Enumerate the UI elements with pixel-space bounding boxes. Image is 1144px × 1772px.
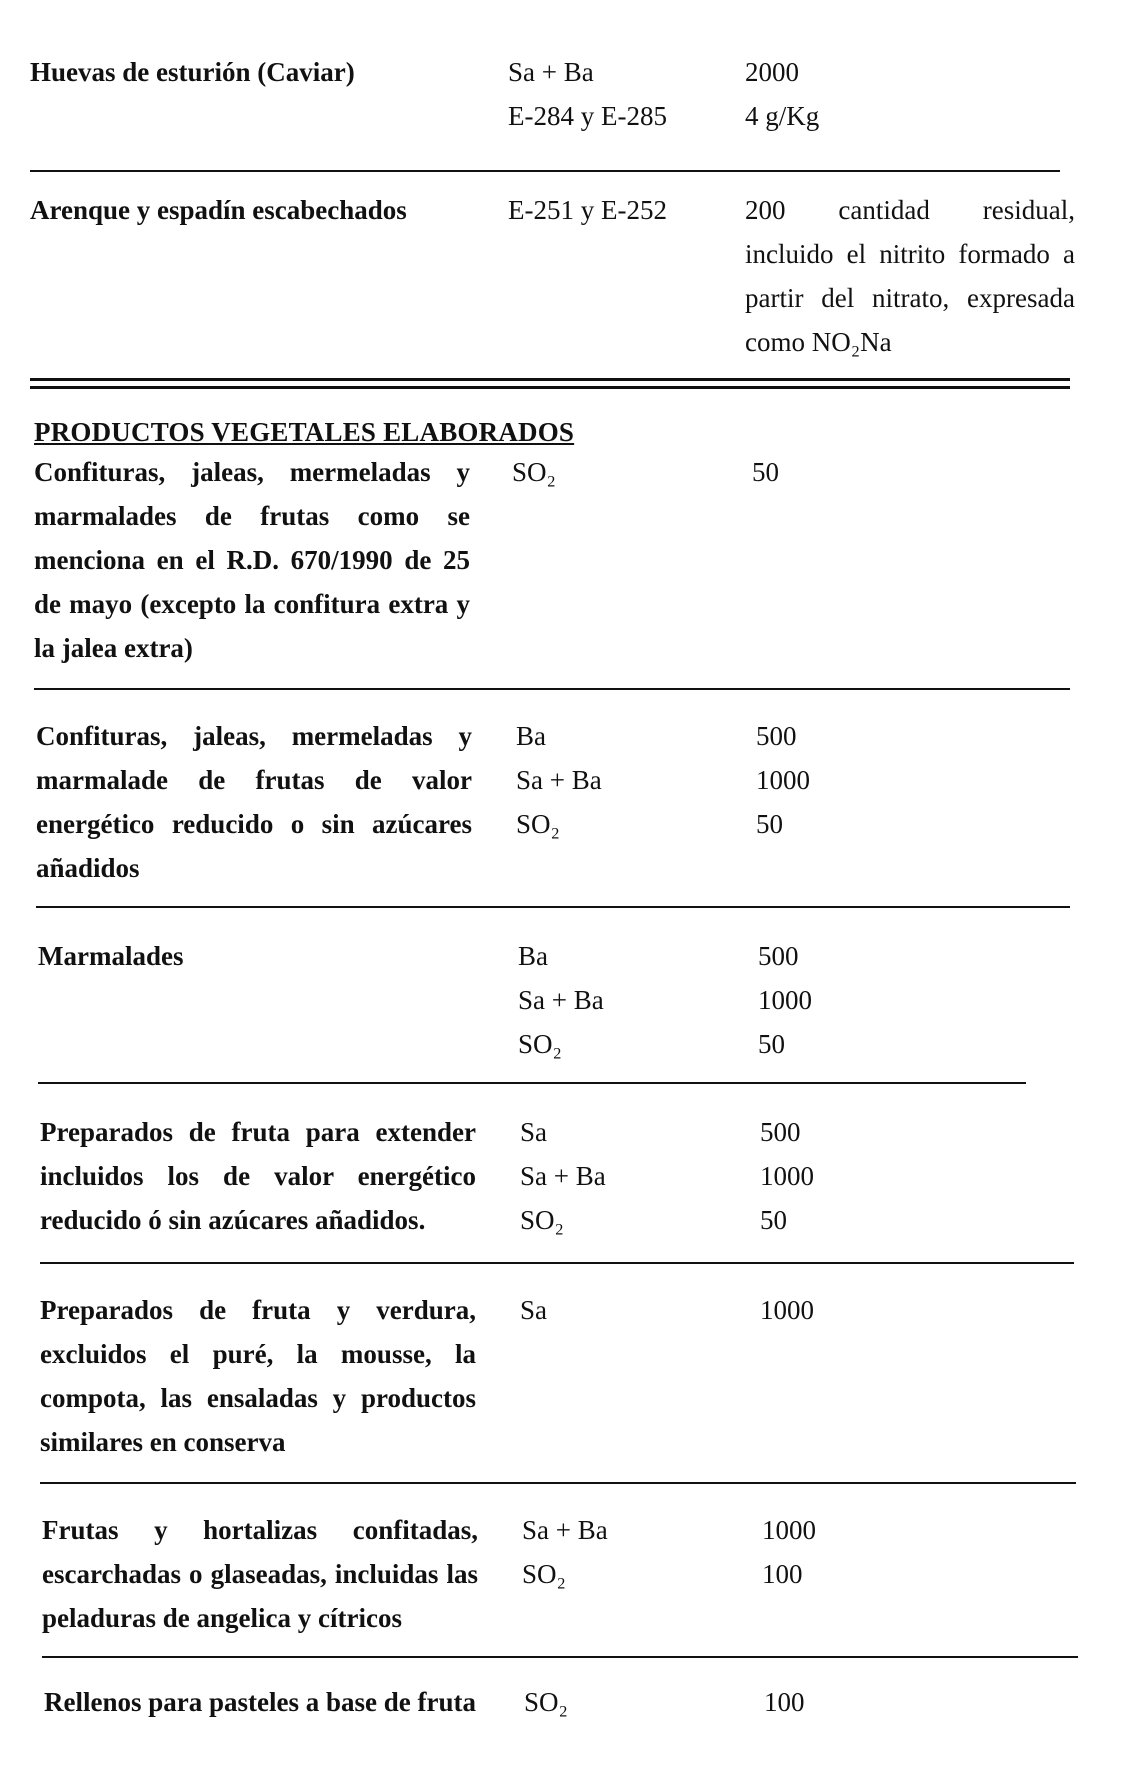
additive-list: [508, 50, 667, 138]
section-title: PRODUCTOS VEGETALES ELABORADOS: [34, 417, 575, 447]
limit-list: [762, 1508, 816, 1596]
row-divider: [42, 1656, 1078, 1658]
limit-list: [760, 1288, 814, 1332]
additive-list: [522, 1508, 608, 1596]
limit-list: [745, 188, 1075, 364]
row-divider: [38, 1082, 1026, 1084]
food-name: Confituras, jaleas, mermeladas y marmalades de frutas como se menciona en el R.D. 670/1990 de 25 de mayo (excepto la confitura extra y la jalea extra): [34, 457, 470, 663]
limit: 1000: [760, 1161, 814, 1191]
limit-list: [756, 714, 810, 846]
limit: 500: [760, 1117, 801, 1147]
food-name: Arenque y espadín escabechados: [30, 195, 407, 225]
food-name: Marmalades: [38, 941, 184, 971]
food-name: Preparados de fruta y verdura, excluidos el puré, la mousse, la compota, las ensaladas y productos similares en conserva: [40, 1295, 476, 1457]
section-divider: [30, 386, 1070, 389]
limit: 500: [756, 721, 797, 751]
additive-list: [516, 714, 602, 846]
limit: 500: [758, 941, 799, 971]
limit: 100: [764, 1687, 805, 1717]
limit: 2000: [745, 57, 799, 87]
additive: SO₂: [518, 1029, 562, 1059]
limit-list: [745, 50, 819, 138]
additive: E-284 y E-285: [508, 101, 667, 131]
additive: SO₂: [522, 1559, 566, 1589]
limit-list: [764, 1680, 805, 1724]
additive: E-251 y E-252: [508, 195, 667, 225]
limit-list: [760, 1110, 814, 1242]
limit: 1000: [762, 1515, 816, 1545]
row-divider: [34, 688, 1070, 690]
additive: SO₂: [524, 1687, 568, 1717]
row-divider: [40, 1262, 1074, 1264]
food-name: Huevas de esturión (Caviar): [30, 57, 355, 87]
additive: SO₂: [516, 809, 560, 839]
additive: SO₂: [512, 457, 556, 487]
additive: Sa + Ba: [520, 1161, 606, 1191]
row-divider: [30, 170, 1060, 172]
limit: 50: [760, 1205, 787, 1235]
limit-text: 200 cantidad residual, incluido el nitrito formado a partir del nitrato, expresada como NO₂Na: [745, 195, 1075, 357]
additive: Ba: [518, 941, 548, 971]
additive: Sa: [520, 1295, 547, 1325]
additive-list: [520, 1288, 547, 1332]
additive-list: [524, 1680, 568, 1724]
food-name: Confituras, jaleas, mermeladas y marmalade de frutas de valor energético reducido o sin azúcares añadidos: [36, 721, 472, 883]
section-divider: [30, 378, 1070, 381]
food-name: Rellenos para pasteles a base de fruta: [44, 1687, 476, 1717]
limit: 50: [758, 1029, 785, 1059]
limit: 1000: [758, 985, 812, 1015]
row-divider: [36, 906, 1070, 908]
additive: Sa + Ba: [522, 1515, 608, 1545]
limit-list: [752, 450, 779, 494]
limit: 100: [762, 1559, 803, 1589]
limit: 1000: [760, 1295, 814, 1325]
food-name: Preparados de fruta para extender incluidos los de valor energético reducido ó sin azúcares añadidos.: [40, 1117, 476, 1235]
additive-list: [520, 1110, 606, 1242]
additive: Sa + Ba: [516, 765, 602, 795]
limit: 4 g/Kg: [745, 101, 820, 131]
limit: 1000: [756, 765, 810, 795]
additive: Sa: [520, 1117, 547, 1147]
limit: 50: [756, 809, 783, 839]
additive-list: [512, 450, 556, 494]
limit: 50: [752, 457, 779, 487]
additive-list: [508, 188, 667, 232]
additive: Sa + Ba: [518, 985, 604, 1015]
row-divider: [40, 1482, 1076, 1484]
additive: Sa + Ba: [508, 57, 594, 87]
food-name: Frutas y hortalizas confitadas, escarchadas o glaseadas, incluidas las peladuras de angelica y cítricos: [42, 1515, 478, 1633]
additive-list: [518, 934, 604, 1066]
additive: Ba: [516, 721, 546, 751]
limit-list: [758, 934, 812, 1066]
additive: SO₂: [520, 1205, 564, 1235]
